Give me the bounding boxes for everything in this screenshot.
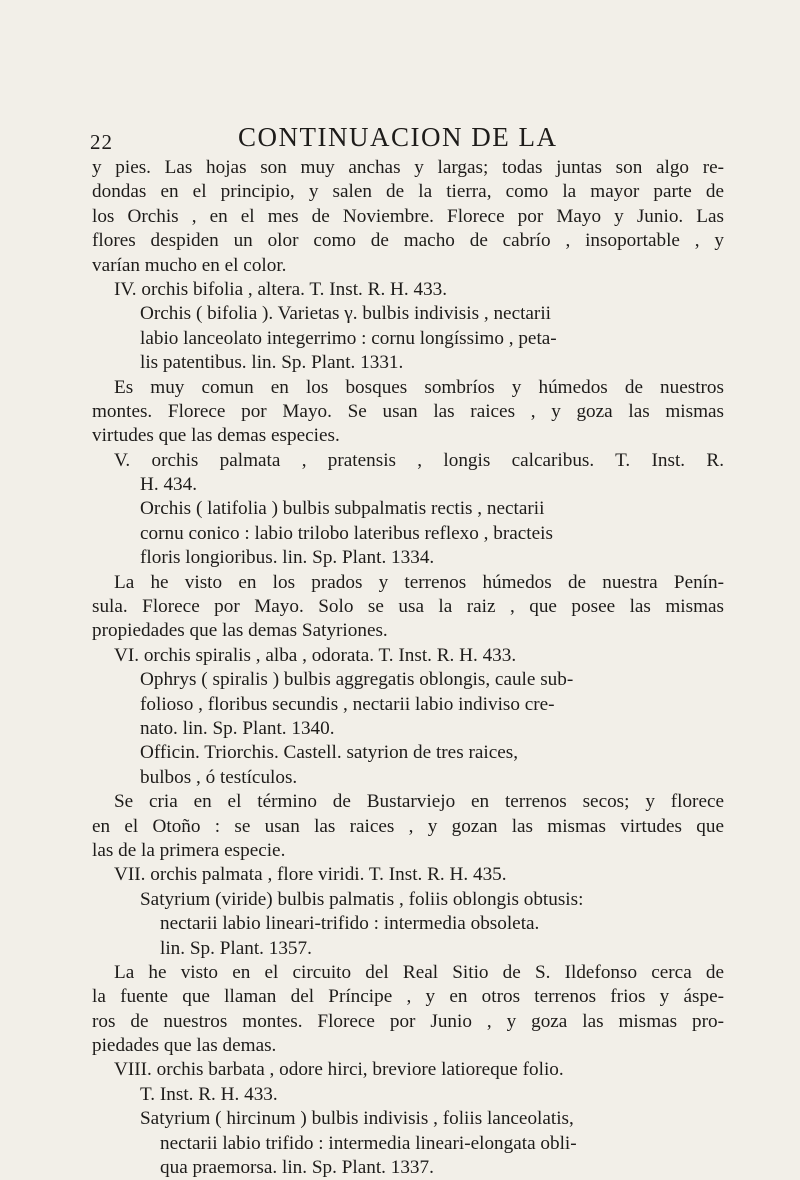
entry-heading: VIII. orchis barbata , odore hirci, breviore latioreque folio.: [114, 1059, 564, 1081]
entry-description: floris longioribus. lin. Sp. Plant. 1334.: [140, 547, 435, 569]
text-line: La he visto en el circuito del Real Sitio de S. Ildefonso cerca de: [114, 961, 724, 983]
entry-heading: VII. orchis palmata , flore viridi. T. Inst. R. H. 435.: [114, 864, 507, 886]
text-line: flores despiden un olor como de macho de cabrío , insoportable , y: [92, 230, 724, 252]
entry-heading-cont: H. 434.: [140, 474, 198, 496]
text-line: en el Otoño : se usan las raices , y gozan las mismas virtudes que: [92, 815, 724, 837]
entry-description: nectarii labio lineari-trifido : intermedia obsoleta.: [160, 913, 540, 935]
entry-description: nectarii labio trifido : intermedia lineari-elongata obli-: [160, 1132, 577, 1154]
entry-description: Ophrys ( spiralis ) bulbis aggregatis oblongis, caule sub-: [140, 669, 574, 691]
entry-description: lin. Sp. Plant. 1357.: [160, 937, 312, 959]
entry-description: Orchis ( latifolia ) bulbis subpalmatis rectis , nectarii: [140, 498, 545, 520]
page-number: 22: [90, 130, 113, 154]
body-text: [92, 156, 724, 1180]
entry-description: labio lanceolato integerrimo : cornu longíssimo , peta-: [140, 327, 557, 349]
text-line: Es muy comun en los bosques sombríos y húmedos de nuestros: [114, 376, 724, 398]
text-line: ros de nuestros montes. Florece por Junio , y goza las mismas pro-: [92, 1010, 724, 1032]
entry-description: Orchis ( bifolia ). Varietas γ. bulbis indivisis , nectarii: [140, 303, 551, 325]
text-line: piedades que las demas.: [92, 1035, 277, 1057]
entry-description: Officin. Triorchis. Castell. satyrion de tres raices,: [140, 742, 518, 764]
text-line: varían mucho en el color.: [92, 254, 287, 276]
text-line: las de la primera especie.: [92, 839, 286, 861]
text-line: Se cria en el término de Bustarviejo en terrenos secos; y florece: [114, 791, 724, 813]
entry-description: folioso , floribus secundis , nectarii labio indiviso cre-: [140, 693, 555, 715]
text-line: La he visto en los prados y terrenos húmedos de nuestra Penín-: [114, 571, 724, 593]
entry-heading: V. orchis palmata , pratensis , longis calcaribus. T. Inst. R.: [114, 449, 724, 471]
text-line: la fuente que llaman del Príncipe , y en otros terrenos frios y áspe-: [92, 986, 724, 1008]
text-line: propiedades que las demas Satyriones.: [92, 620, 388, 642]
running-head: CONTINUACION DE LA: [238, 122, 558, 152]
entry-heading: VI. orchis spiralis , alba , odorata. T. Inst. R. H. 433.: [114, 644, 517, 666]
text-line: los Orchis , en el mes de Noviembre. Florece por Mayo y Junio. Las: [92, 205, 724, 227]
entry-description: bulbos , ó testículos.: [140, 766, 298, 788]
text-line: virtudes que las demas especies.: [92, 425, 340, 447]
entry-description: qua praemorsa. lin. Sp. Plant. 1337.: [160, 1157, 434, 1179]
text-line: montes. Florece por Mayo. Se usan las raices , y goza las mismas: [92, 400, 724, 422]
entry-description: Satyrium (viride) bulbis palmatis , foliis oblongis obtusis:: [140, 888, 584, 910]
page-header: [90, 122, 740, 156]
text-line: y pies. Las hojas son muy anchas y largas; todas juntas son algo re-: [92, 157, 724, 178]
entry-heading-cont: T. Inst. R. H. 433.: [140, 1083, 278, 1105]
entry-description: lis patentibus. lin. Sp. Plant. 1331.: [140, 352, 404, 374]
entry-description: cornu conico : labio trilobo lateribus reflexo , bracteis: [140, 522, 553, 544]
text-line: dondas en el principio, y salen de la tierra, como la mayor parte de: [92, 181, 724, 203]
entry-heading: IV. orchis bifolia , altera. T. Inst. R. H. 433.: [114, 278, 448, 300]
entry-description: Satyrium ( hircinum ) bulbis indivisis , foliis lanceolatis,: [140, 1108, 574, 1130]
entry-description: nato. lin. Sp. Plant. 1340.: [140, 717, 335, 739]
text-line: sula. Florece por Mayo. Solo se usa la raiz , que posee las mismas: [92, 596, 724, 618]
